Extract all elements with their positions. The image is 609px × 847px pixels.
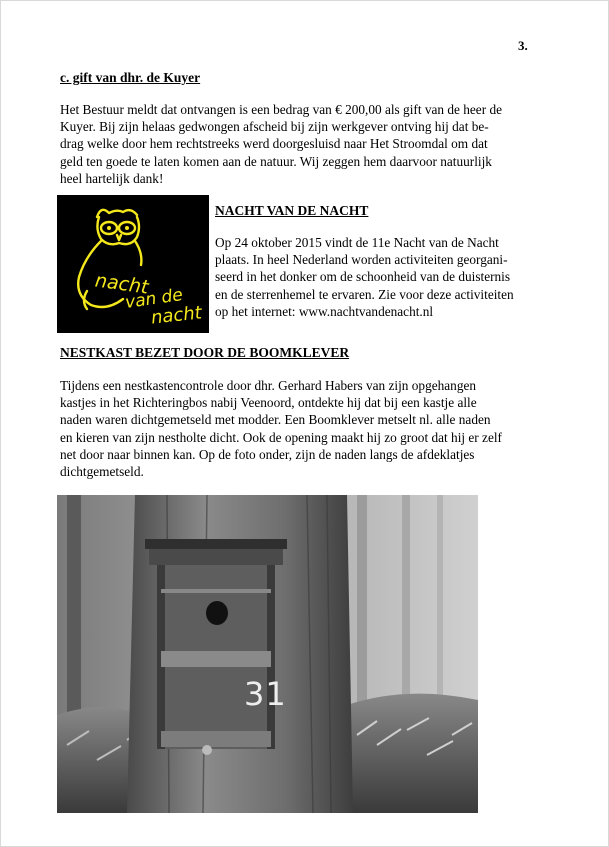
logo-word-nacht: nacht	[93, 269, 150, 299]
nestkast-line: net door naar binnen kan. Op de foto onder, zijn de naden langs de afdeklatjes	[60, 446, 475, 462]
nacht-paragraph	[215, 234, 514, 320]
nestkast-heading: NESTKAST BEZET DOOR DE BOOMKLEVER	[60, 345, 350, 360]
nestkast-line: Tijdens een nestkastencontrole door dhr. Gerhard Habers van zijn opgehangen	[60, 378, 477, 393]
nacht-line: op het internet: www.nachtvandenacht.nl	[215, 303, 434, 319]
nestkast-line: naden waren dichtgemetseld met modder. Een Boomklever metselt nl. alle naden	[60, 412, 491, 428]
gift-heading: c. gift van dhr. de Kuyer	[60, 70, 201, 85]
logo-word-van-de: van de	[123, 285, 185, 313]
page-number: 3.	[518, 38, 528, 53]
gift-line: Kuyer. Bij zijn helaas gedwongen afscheid bij zijn werkgever ontving hij dat be-	[60, 119, 489, 135]
gift-paragraph	[60, 101, 502, 187]
nacht-van-de-nacht-logo	[57, 195, 209, 333]
nestbox-on-tree-image	[57, 495, 478, 813]
gift-line: Het Bestuur meldt dat ontvangen is een bedrag van € 200,00 als gift van de heer de	[60, 102, 502, 117]
nestkast-line: kastjes in het Richteringbos nabij Veenoord, ontdekte hij dat bij een kastje alle	[60, 395, 477, 411]
gift-line: drag welke door hem rechtstreeks werd doorgesluisd naar Het Stroomdal om dat	[60, 136, 488, 152]
nacht-line: plaats. In heel Nederland worden activiteiten georgani-	[215, 252, 508, 268]
nacht-line: en de sterrenhemel te ervaren. Zie voor deze activiteiten	[215, 286, 514, 302]
nestkast-paragraph	[60, 377, 502, 480]
nacht-line: Op 24 oktober 2015 vindt de 11e Nacht van de Nacht	[215, 235, 499, 250]
nestkast-line: dichtgemetseld.	[60, 464, 144, 480]
nestkast-line: en kieren van zijn nestholte dicht. Ook de opening maakt hij zo groot dat hij er zelf	[60, 429, 502, 445]
nestbox-photo	[57, 495, 478, 813]
nestbox-number: 31	[244, 675, 287, 713]
nacht-line: seerd in het donker om de schoonheid van de duisternis	[215, 269, 511, 285]
gift-line: geld ten goede te laten komen aan de natuur. Wij zeggen hem daarvoor natuurlijk	[60, 153, 492, 169]
logo-word-nacht-2: nacht	[150, 302, 203, 329]
nacht-heading: NACHT VAN DE NACHT	[215, 203, 369, 218]
gift-line: heel hartelijk dank!	[60, 170, 164, 186]
